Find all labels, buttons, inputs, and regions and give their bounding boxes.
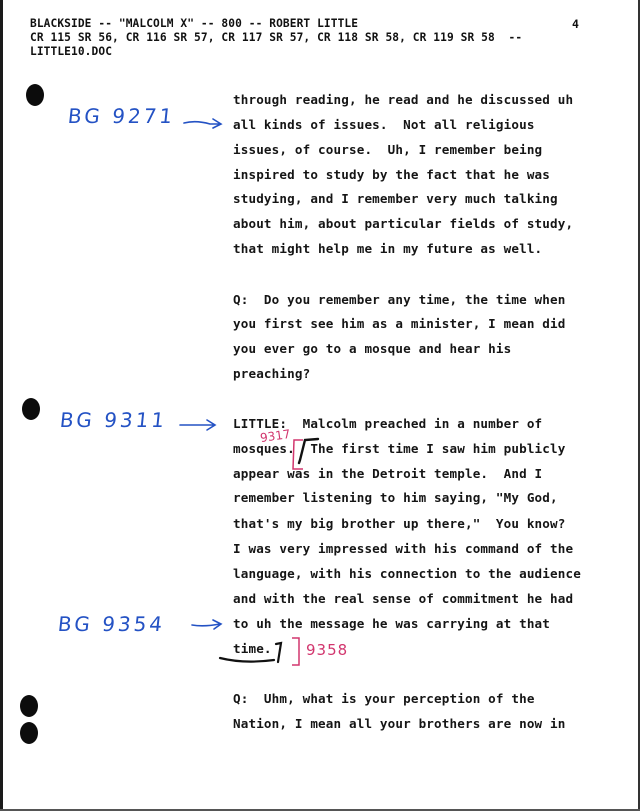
document-header xyxy=(30,17,522,59)
header-line: CR 115 SR 56, CR 116 SR 57, CR 117 SR 57, CR 118 SR 58, CR 119 SR 58 -- xyxy=(30,31,523,44)
transcript-line: issues, of course. Uh, I remember being xyxy=(233,142,543,157)
black-underline xyxy=(216,638,286,668)
transcript-line: all kinds of issues. Not all religious xyxy=(233,117,535,132)
handwritten-timecode: 9317 xyxy=(259,426,292,446)
arrow-icon xyxy=(178,418,220,432)
handwritten-timecode: BG 9311 xyxy=(58,408,169,432)
page-number: 4 xyxy=(572,17,579,31)
transcript-line: you first see him as a minister, I mean did xyxy=(233,316,566,331)
transcript-line: Nation, I mean all your brothers are now in xyxy=(233,716,566,731)
punch-hole xyxy=(20,722,38,744)
handwritten-timecode: BG 9271 xyxy=(66,104,177,128)
page-edge xyxy=(0,0,3,811)
punch-hole xyxy=(22,398,40,420)
transcript-line: preaching? xyxy=(233,366,311,381)
transcript-line: and with the real sense of commitment he had xyxy=(233,591,574,606)
transcript-line: Q: Do you remember any time, the time when xyxy=(233,292,566,307)
transcript-line: you ever go to a mosque and hear his xyxy=(233,341,512,356)
transcript-line: appear was in the Detroit temple. And I xyxy=(233,466,543,481)
transcript-line: inspired to study by the fact that he was xyxy=(233,167,551,182)
transcript-line: that's my big brother up there," You know? xyxy=(233,516,566,531)
handwritten-timecode: 9358 xyxy=(306,641,349,659)
transcript-line: time. xyxy=(233,641,272,656)
transcript-line: studying, and I remember very much talking xyxy=(233,191,558,206)
handwritten-timecode: BG 9354 xyxy=(56,612,167,636)
transcript-line: about him, about particular fields of study, xyxy=(233,216,574,231)
arrow-icon xyxy=(182,116,224,130)
arrow-icon xyxy=(190,618,226,632)
punch-hole xyxy=(20,695,38,717)
punch-hole xyxy=(26,84,44,106)
transcript-line: Q: Uhm, what is your perception of the xyxy=(233,691,535,706)
header-line: BLACKSIDE -- "MALCOLM X" -- 800 -- ROBERT LITTLE xyxy=(30,17,359,30)
transcript-line: remember listening to him saying, "My God, xyxy=(233,490,558,505)
pink-bracket xyxy=(288,636,304,668)
transcript-line: mosques. The first time I saw him publicly xyxy=(233,441,566,456)
transcript-line: that might help me in my future as well. xyxy=(233,241,543,256)
transcript-line: to uh the message he was carrying at that xyxy=(233,616,551,631)
header-line: LITTLE10.DOC xyxy=(30,45,113,58)
transcript-line: LITTLE: Malcolm preached in a number of xyxy=(233,416,543,431)
transcript-line: language, with his connection to the audience xyxy=(233,566,581,581)
transcript-line: I was very impressed with his command of the xyxy=(233,541,574,556)
black-bracket xyxy=(296,436,322,466)
transcript-line: through reading, he read and he discussed uh xyxy=(233,92,574,107)
